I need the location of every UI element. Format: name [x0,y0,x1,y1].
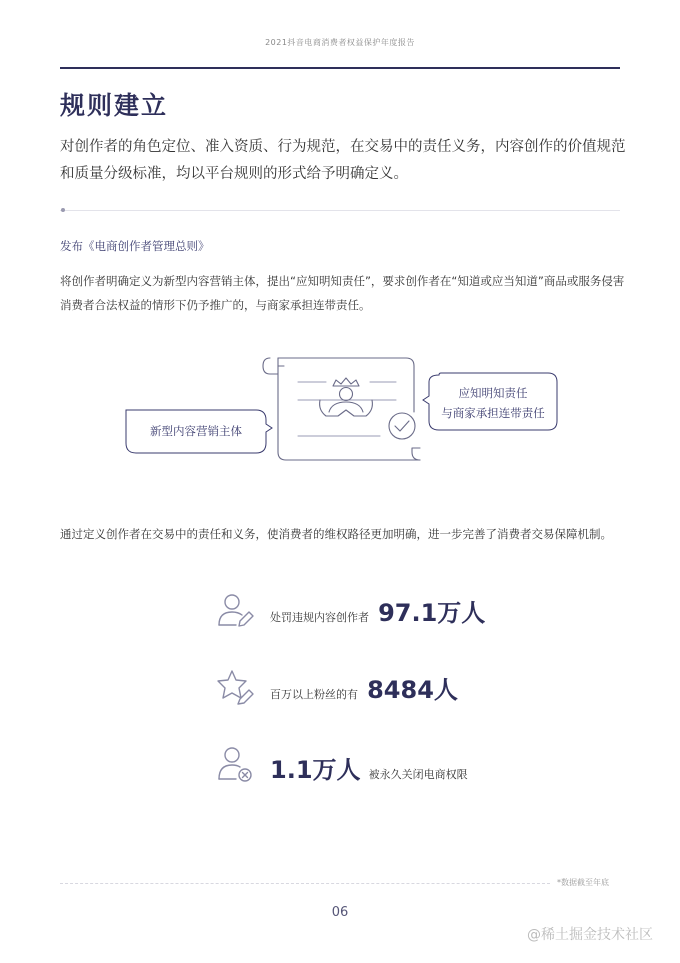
paragraph-mechanism: 通过定义创作者在交易中的责任和义务，使消费者的维权路径更加明确，进一步完善了消费者交易保障机制。 [60,527,612,541]
paragraph-definition: 将创作者明确定义为新型内容营销主体，提出“应知明知责任”，要求创作者在“知道或应当知道”商品或服务侵害消费者合法权益的情形下仍予推广的，与商家承担连带责任。 [60,274,625,312]
stat-1-line [270,593,485,628]
user-blocked-icon [216,745,254,783]
user-edit-icon [216,591,254,629]
footer-dashed-rule [60,883,550,884]
bubble-responsibility-line1: 应知明知责任 [458,386,528,400]
scroll-outline-top [278,358,414,412]
bubble-responsibility [429,375,557,431]
stat-1-value: 97.1万人 [378,599,486,627]
stat-2-value: 8484人 [367,676,458,704]
stat-2-label: 百万以上粉丝的有 [270,688,358,701]
stat-3-label: 被永久关闭电商权限 [368,768,468,781]
header-rule [60,67,620,69]
watermark: @稀土掘金技术社区 [527,927,653,943]
report-header-title: 2021抖音电商消费者权益保护年度报告 [265,38,415,47]
page-number: 06 [331,905,349,920]
stat-row-big-fans [0,663,680,713]
stat-row-penalized [0,586,680,636]
bubble-responsibility-line2: 与商家承担连带责任 [441,406,545,420]
stat-2-line [270,670,458,705]
section-lead: 对创作者的角色定位、准入资质、行为规范，在交易中的责任义务，内容创作的价值规范和质量分级标准，均以平台规则的形式给予明确定义。 [60,139,626,182]
stat-3-value: 1.1万人 [270,756,361,784]
divider-dot [61,208,65,212]
subhead-policy-title: 发布《电商创作者管理总则》 [60,239,210,253]
data-footnote: *数据截至年底 [557,878,609,887]
stat-1-label: 处罚违规内容创作者 [270,611,369,624]
bubble-new-marketing-subject: 新型内容营销主体 [150,424,242,438]
stat-row-permanently-closed [0,743,680,793]
star-hand-icon [216,668,254,706]
section-title: 规则建立 [60,91,169,120]
stat-3-line [270,750,468,785]
section-divider [60,210,620,211]
